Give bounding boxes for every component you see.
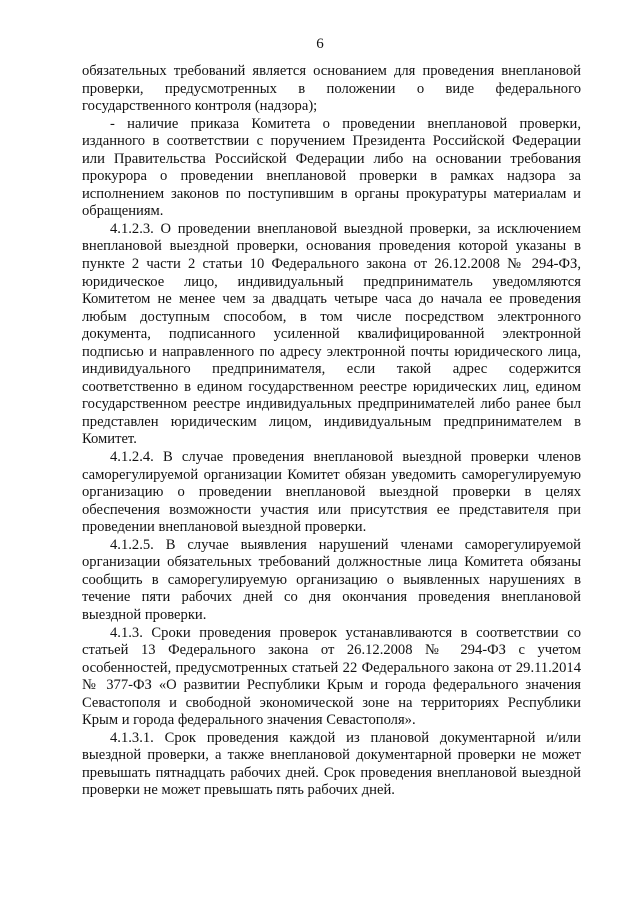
document-body — [82, 63, 581, 800]
paragraph-continuation: обязательных требований является основанием для проведения внеплановой проверки, предусмотренных в положении о виде федерального государственного контроля (надзора); — [82, 63, 581, 115]
page-number: 6 — [316, 36, 324, 52]
paragraph-4-1-2-5: 4.1.2.5. В случае выявления нарушений членами саморегулируемой организации обязательных требований должностные лица Комитета обязаны сообщить в саморегулируемую организацию о выявленных нарушениях в течение пяти рабочих дней со дня окончания проведения внеплановой выездной проверки. — [82, 536, 581, 623]
paragraph-4-1-2-3: 4.1.2.3. О проведении внеплановой выездной проверки, за исключением внеплановой выездной проверки, основания проведения которой указаны в пункте 2 части 2 статьи 10 Федерального закона от 26.12.2008 № 294-ФЗ, юридическое лицо, индивидуальный предприниматель уведомляются Комитетом не менее чем за двадцать четыре часа до начала ее проведения любым доступным способом, в том числе посредством электронного документа, подписанного усиленной квалифицированной электронной подписью и направленного по адресу электронной почты юридического лица, индивидуального предпринимателя, если такой адрес содержится соответственно в едином государственном реестре юридических лиц, едином государственном реестре индивидуальных предпринимателей либо ранее был представлен юридическим лицом, индивидуальным предпринимателем в Комитет. — [82, 220, 581, 448]
paragraph-4-1-2-4: 4.1.2.4. В случае проведения внеплановой выездной проверки членов саморегулируемой организации Комитет обязан уведомить саморегулируемую организацию о проведении внеплановой выездной проверки в целях обеспечения возможности участия или присутствия ее представителя при проведении внеплановой выездной проверки. — [82, 449, 581, 536]
paragraph-order-condition: - наличие приказа Комитета о проведении внеплановой проверки, изданного в соответствии с поручением Президента Российской Федерации или Правительства Российской Федерации либо на основании требования прокурора о проведении внеплановой проверки в рамках надзора за исполнением законов по поступившим в органы прокуратуры материалам и обращениям. — [82, 115, 581, 220]
paragraph-4-1-3: 4.1.3. Сроки проведения проверок устанавливаются в соответствии со статьей 13 Федерального закона от 26.12.2008 № 294-ФЗ с учетом особенностей, предусмотренных статьей 22 Федерального закона от 29.11.2014 № 377-ФЗ «О развитии Республики Крым и города федерального значения Севастополя и свободной экономической зоне на территориях Республики Крым и города федерального значения Севастополя». — [82, 624, 581, 729]
paragraph-4-1-3-1: 4.1.3.1. Срок проведения каждой из плановой документарной и/или выездной проверки, а также внеплановой документарной проверки не может превышать пятнадцать рабочих дней. Срок проведения внеплановой выездной проверки не может превышать пять рабочих дней. — [82, 729, 581, 799]
